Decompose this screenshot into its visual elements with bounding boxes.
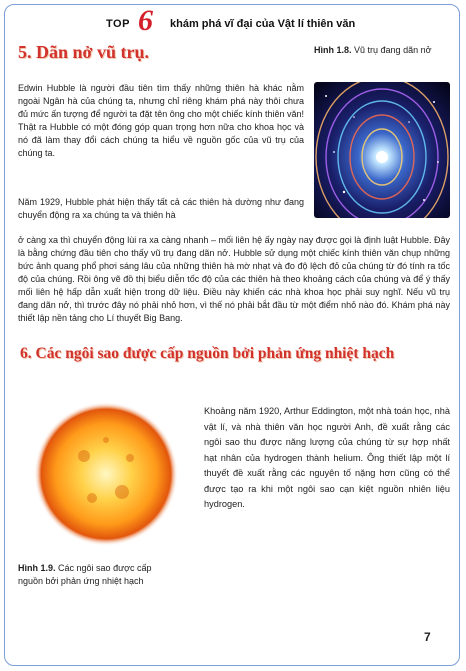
page-number: 7: [424, 630, 431, 644]
section-5-paragraph-1: Edwin Hubble là người đầu tiên tìm thấy những thiên hà khác nằm ngoài Ngân hà của chúng ta, nhưng chỉ riêng khám phá này thôi chưa đủ mức ấn tượng để người ta đặt tên ông cho một chiếc kính thiên văn! Thật ra Hubble có một đóng góp quan trọng hơn nữa cho khoa học và nó đã làm thay đổi cách chúng ta hiểu về nguồn gốc của vũ trụ của chúng ta.: [18, 83, 304, 158]
header-title: khám phá vĩ đại của Vật lí thiên văn: [170, 18, 356, 30]
section-5-title: 5. Dãn nở vũ trụ.: [18, 42, 149, 62]
section-5-paragraph-2b: ở càng xa thì chuyển động lùi ra xa càng nhanh – mối liên hệ ấy ngày nay được gọi là định luật Hubble. Đây là bằng chứng đầu tiên cho thấy vũ trụ đang dãn nở. Hubble sử dụng một chiếc kính thiên văn chụp những bức ảnh quang phổ phơi sáng lâu của những thiên hà mờ nhạt và đo độ lệch đỏ của chúng từ đó tính ra tốc độ của chúng. Rồi ông vẽ đồ thị biểu diễn tốc độ của các thiên hà theo khoảng cách của chúng và để ý thấy mối liên hệ hấp dẫn xuất hiện trong dữ liệu. Điều này khiến các nhà khoa học phải suy nghĩ. Nếu vũ trụ đang dãn nở, thì trước đây nó phải nhỏ hơn, vì thế nó phải bắt đầu từ một điểm nhỏ nào đó. Khám phá này thiết lập nền tảng cho Lí thuyết Big Bang.: [18, 235, 450, 323]
section-5-paragraph-2a: Năm 1929, Hubble phát hiện thấy tất cả các thiên hà dường như đang chuyển động ra xa chúng ta và thiên hà: [18, 197, 304, 220]
figure-1-8-label: Hình 1.8.: [314, 45, 352, 55]
header-number: 6: [138, 4, 153, 37]
figure-1-8-text: Vũ trụ đang dãn nở: [354, 45, 432, 55]
page-header: [0, 4, 466, 40]
section-6-title: 6. Các ngôi sao được cấp nguồn bởi phản ứng nhiệt hạch: [20, 345, 395, 362]
expanding-universe-image: [314, 82, 450, 218]
section-6-paragraph: Khoảng năm 1920, Arthur Eddington, một nhà toán học, nhà vật lí, và nhà thiên văn học người Anh, đề xuất rằng các ngôi sao thu được năng lượng của chúng từ sự hợp nhất hạt nhân của hydrogen thành helium. Ông thiết lập một lí thuyết đề xuất rằng các nguyên tố nặng hơn cũng có thể được tạo ra khi một ngôi sao cạn kiệt nguồn nhiên liệu hydrogen.: [204, 406, 450, 509]
sun-image: [26, 400, 186, 548]
header-top: TOP: [106, 18, 130, 30]
figure-1-8-caption: [314, 44, 454, 57]
figure-1-9-label: Hình 1.9.: [18, 563, 56, 573]
figure-1-9-caption: [18, 562, 178, 588]
figure-1-9-text: Các ngôi sao được cấp nguồn bởi phản ứng nhiệt hạch: [18, 563, 152, 586]
